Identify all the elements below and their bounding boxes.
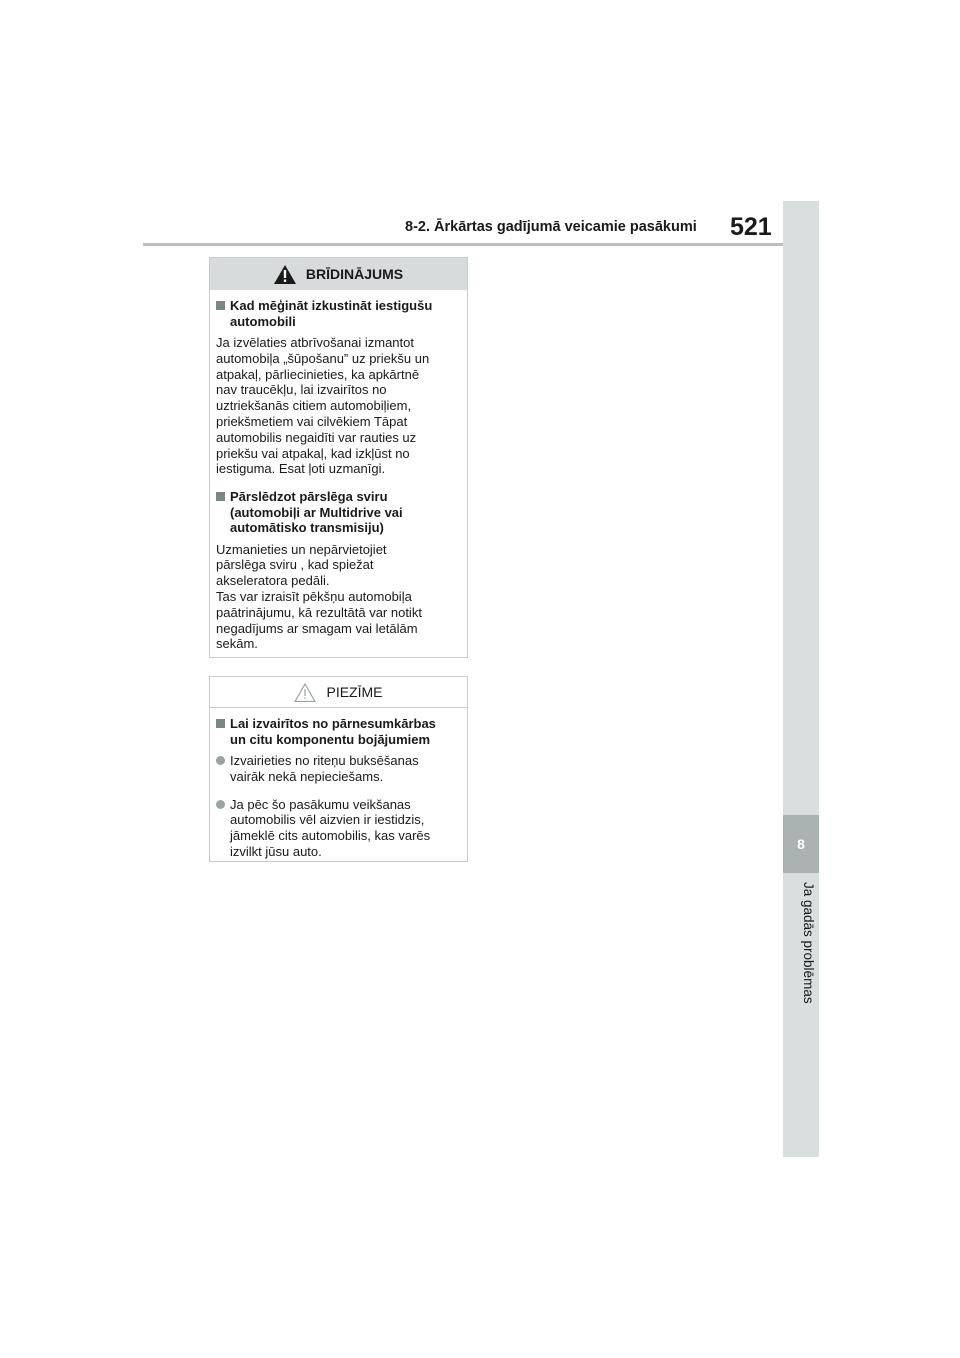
warning-subheading-1: Kad mēģināt izkustināt iestigušu automobili [216,298,461,329]
square-bullet-icon [216,301,225,310]
warning-paragraph-2: Uzmanieties un nepārvietojiet pārslēga sviru , kad spiežat akseleratora pedāli. Tas var izraisīt pēkšņu automobiļa paātrinājumu, kā rezultātā var notikt negadījums ar smagam vai letālām sekām. [216,541,422,652]
square-bullet-icon [216,492,225,501]
square-bullet-icon [216,719,225,728]
warning-subheading-2: Pārslēdzot pārslēga sviru (automobiļi ar Multidrive vai automātisko transmisiju) [216,489,461,536]
chapter-side-tab [783,201,819,1157]
notice-item-2: Ja pēc šo pasākumu veikšanas automobilis vēl aizvien ir iestidzis, jāmeklē cits automobilis, kas varēs izvilkt jūsu auto. [216,797,461,860]
header-divider [143,243,783,246]
chapter-label: Ja gadās problēmas [801,882,816,1004]
warning-box [209,257,468,658]
round-bullet-icon [216,800,225,809]
page-number: 521 [730,213,772,241]
section-title: 8-2. Ārkārtas gadījumā veicamie pasākumi [405,219,697,235]
round-bullet-icon [216,756,225,765]
notice-header [210,677,467,708]
warning-title: BRĪDINĀJUMS [305,266,404,282]
notice-item-1: Izvairieties no riteņu buksēšanas vairāk nekā nepieciešams. [216,753,461,785]
warning-paragraph-1: Ja izvēlaties atbrīvošanai izmantot automobiļa „šūpošanu” uz priekšu un atpakaļ, pārliecinieties, ka apkārtnē nav traucēkļu, lai izvairītos no uztriekšanās citiem automobiļiem, priekšmetiem vai cilvēkiem Tāpat automobilis negaidīti var rauties uz priekšu vai atpakaļ, kad izkļūst no iestiguma. Esat ļoti uzmanīgi. [216,335,430,477]
notice-triangle-icon [294,683,316,702]
notice-subheading: Lai izvairītos no pārnesumkārbas un citu komponentu bojājumiem [216,716,461,747]
notice-box [209,676,468,862]
warning-triangle-icon [274,265,296,284]
warning-header [210,258,467,290]
chapter-number: 8 [783,815,819,873]
notice-title: PIEZĪME [326,684,383,700]
